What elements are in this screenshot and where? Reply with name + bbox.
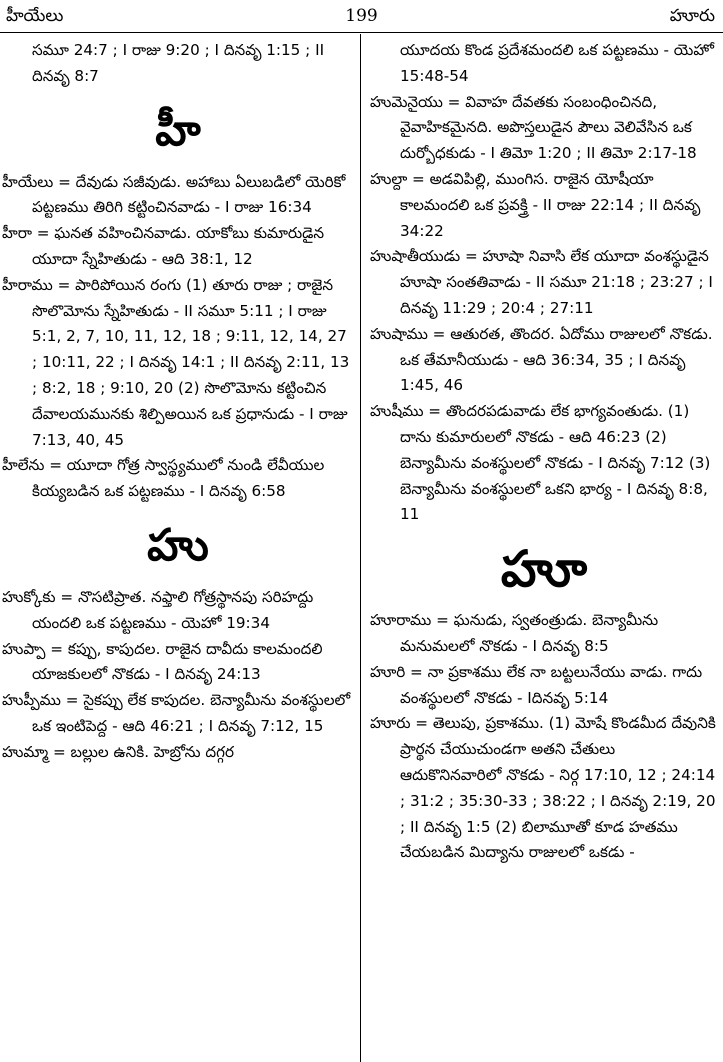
page-number: 199 (345, 6, 378, 26)
left-column (2, 38, 354, 766)
running-head-first-word: హీయేలు (6, 6, 64, 26)
dictionary-entry: హుషీము = తొందరపడువాడు లేక భాగ్యవంతుడు. (1) దాను కుమారులలో నొకడు - ఆది 46:23 (2) బెన్యామీను వంశస్థులలో నొకడు - I దినవృ 7:12 (3) బెన్యామీను వంశస్థులలో ఒకని భార్య - I దినవృ 8:8, 11 (370, 402, 711, 524)
dictionary-entry: హుప్పీము = సైకప్పు లేక కాపుదల. బెన్యామీను వంశస్థులలో ఒక ఇంటిపెద్ద - ఆది 46:21 ; I దినవృ 7:12, 15 (2, 691, 351, 735)
running-head-last-word: హూరు (669, 6, 715, 26)
page-header (0, 0, 723, 33)
dictionary-entry: హూరి = నా ప్రకాశము లేక నా బట్టలునేయు వాడు. గాదు వంశస్థులలో నొకడు - Iదినవృ 5:14 (370, 662, 703, 707)
dictionary-entry: హుక్కోకు = నొసటిప్రాత. నఫ్తాలి గోత్రస్థానపు సరిహద్దు యందలి ఒక పట్టణము - యెహో 19:34 (2, 587, 314, 632)
right-column (370, 38, 718, 866)
dictionary-entry: హీరాము = పారిపోయిన రంగు (1) తూరు రాజు ; రాజైన సొలొమోను స్నేహితుడు - II సమూ 5:11 ; I రాజు 5:1, 2, 7, 10, 11, 12, 18 ; 9:11, 12, 14, 27 ; 10:11, 22 ; I దినవృ 14:1 ; II దినవృ 2:11, 13 ; 8:2, 18 ; 9:10, 20 (2) సొలొమోను కట్టించిన దేవాలయమునకు శిల్పిఅయిన ఒక ప్రధానుడు - I రాజు 7:13, 40, 45 (2, 275, 350, 449)
entry-continuation: సమూ 24:7 ; I రాజు 9:20 ; I దినవృ 1:15 ; II దినవృ 8:7 (32, 41, 325, 85)
dictionary-entry: హీరా = ఘనత వహించినవాడు. యాకోబు కుమారుడైన యూదా స్నేహితుడు - ఆది 38:1, 12 (2, 224, 325, 268)
section-heading: హూ (500, 539, 588, 599)
dictionary-entry: హుల్దా = అడవిపిల్లి, ముంగిస. రాజైన యోషీయా కాలమందలి ఒక ప్రవక్త్రి - II రాజు 22:14 ; II దినవృ 34:22 (370, 169, 701, 240)
dictionary-entry: హుషాము = ఆతురత, తొందర. ఏదోము రాజులలో నొకడు. ఒక తేమానీయుడు - ఆది 36:34, 35 ; I దినవృ 1:45, 46 (370, 324, 713, 395)
dictionary-entry: హీలేను = యూదా గోత్ర స్వాస్థ్యములో నుండి లేవీయుల కియ్యబడిన ఒక పట్టణము - I దినవృ 6:58 (2, 456, 325, 501)
dictionary-entry: హుమ్మా = బల్లుల ఉనికి. హెబ్రోను దగ్గర (2, 742, 234, 761)
dictionary-entry: హీయేలు = దేవుడు సజీవుడు. అహాబు ఏలుబడిలో యెరికో పట్టణము తిరిగి కట్టించినవాడు - I రాజు 16:34 (2, 172, 346, 217)
dictionary-entry: హుమెనైయు = వివాహ దేవతకు సంబంధించినది, వైవాహికమైనది. అపొస్తలుడైన పౌలు వెలివేసిన ఒక దుర్బోధకుడు - I తిమో 1:20 ; II తిమో 2:17-18 (370, 92, 697, 163)
dictionary-entry: హుషాతీయుడు = హూషా నివాసి లేక యూదా వంశస్థుడైన హూషా సంతతివాడు - II సమూ 21:18 ; 23:27 ; I దినవృ 11:29 ; 20:4 ; 27:11 (370, 247, 713, 317)
dictionary-entry: హుప్పా = కప్పు, కాపుదల. రాజైన దావీదు కాలమందలి యాజకులలో నొకడు - I దినవృ 24:13 (2, 639, 323, 684)
entry-continuation: యూదయ కొండ ప్రదేశమందలి ఒక పట్టణము - యెహో 15:48-54 (400, 41, 714, 85)
section-heading: హీ (155, 104, 201, 156)
column-divider (360, 34, 361, 1062)
dictionary-entry: హూరాము = ఘనుడు, స్వతంత్రుడు. బెన్యామీను మనుమలలో నొకడు - I దినవృ 8:5 (370, 611, 659, 655)
section-heading: హు (147, 519, 209, 571)
dictionary-entry: హూరు = తెలుపు, ప్రకాశము. (1) మోషే కొండమీద దేవునికి ప్రార్థన చేయుచుండగా అతని చేతులు ఆదుకొనినవారిలో నొకడు - నిర్గ 17:10, 12 ; 24:14 ; 31:2 ; 35:30-33 ; 38:22 ; I దినవృ 2:19, 20 ; II దినవృ 1:5 (2) బిలామూతో కూడ హతము చేయబడిన మిద్యాను రాజులలో ఒకడు - (370, 714, 716, 862)
